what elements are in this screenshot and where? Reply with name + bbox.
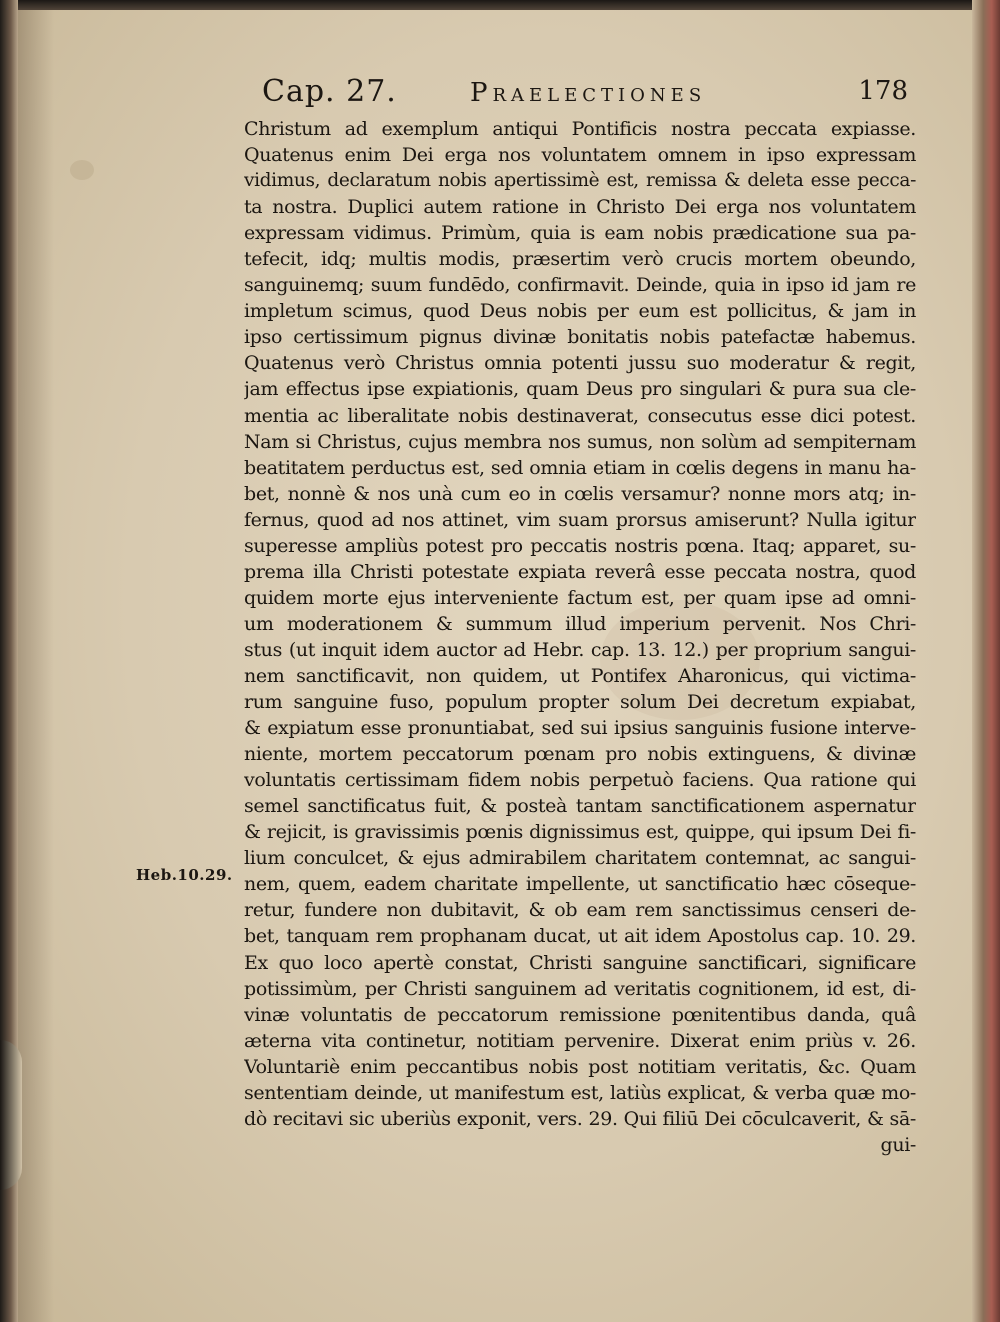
text-line: & expiatum esse pronuntiabat, sed sui ipsius sanguinis fusione interve- [244, 717, 916, 740]
text-line: Quatenus enim Dei erga nos voluntatem omnem in ipso expressam [244, 144, 916, 167]
chapter-label: Cap. 27. [262, 74, 397, 109]
text-line: & rejicit, is gravissimis pœnis dignissimus est, quippe, qui ipsum Dei fi- [244, 821, 916, 844]
text-line: Christum ad exemplum antiqui Pontificis nostra peccata expiasse. [244, 118, 916, 140]
running-head [262, 74, 908, 114]
text-line: voluntatis certissimam fidem nobis perpetuò faciens. Qua ratione qui [244, 769, 916, 792]
text-line: stus (ut inquit idem auctor ad Hebr. cap. 13. 12.) per proprium sangui- [244, 638, 916, 661]
text-line: Voluntariè enim peccantibus nobis post notitiam veritatis, &c. Quam [244, 1055, 916, 1078]
text-line: tefecit, idq; multis modis, præsertim verò crucis mortem obeundo, [244, 248, 916, 271]
text-line: bet, tanquam rem prophanam ducat, ut ait idem Apostolus cap. 10. 29. [244, 925, 916, 948]
text-line: nem, quem, eadem charitate impellente, ut sanctificatio hæc cōseque- [244, 873, 916, 896]
book-title-header: Praelectiones [470, 78, 707, 108]
text-line: ipso certissimum pignus divinæ bonitatis nobis patefactæ habemus. [244, 326, 916, 349]
text-line: vidimus, declaratum nobis apertissimè est, remissa & deleta esse pecca- [244, 170, 916, 192]
text-line: mentia ac liberalitate nobis destinaverat, consecutus esse dici potest. [244, 404, 916, 427]
main-text-block [244, 116, 916, 1158]
text-line: nem sanctificavit, non quidem, ut Pontifex Aharonicus, qui victima- [244, 664, 916, 687]
text-line: rum sanguine fuso, populum propter solum Dei decretum expiabat, [244, 691, 916, 714]
text-line: Nam si Christus, cujus membra nos sumus, non solùm ad sempiternam [244, 430, 916, 453]
text-line: sanguinemq; suum fundēdo, confirmavit. Deinde, quia in ipso id jam re [244, 274, 916, 297]
text-line: potissimùm, per Christi sanguinem ad veritatis cognitionem, id est, di- [244, 977, 916, 1000]
text-line: prema illa Christi potestate expiata reverâ esse peccata nostra, quod [244, 560, 916, 583]
text-line: dò recitavi sic uberiùs exponit, vers. 29. Qui filiū Dei cōculcaverit, & sā- [244, 1107, 916, 1130]
text-line: Quatenus verò Christus omnia potenti jussu suo moderatur & regit, [244, 352, 916, 375]
page-right-edge [972, 0, 1000, 1322]
binding-clasp-mark [0, 1040, 22, 1190]
catchword: gui- [880, 1133, 916, 1156]
text-line: Ex quo loco apertè constat, Christi sanguine sanctificari, significare [244, 951, 916, 974]
text-line: sententiam deinde, ut manifestum est, latiùs explicat, & verba quæ mo- [244, 1081, 916, 1104]
paper-stain [70, 160, 94, 180]
text-line: beatitatem perductus est, sed omnia etiam in cœlis degens in manu ha- [244, 456, 916, 479]
text-line: retur, fundere non dubitavit, & ob eam rem sanctissimus censeri de- [244, 899, 916, 922]
text-line: fernus, quod ad nos attinet, vim suam prorsus amiserunt? Nulla igitur [244, 508, 916, 531]
text-line: superesse ampliùs potest pro peccatis nostris pœna. Itaq; apparet, su- [244, 534, 916, 557]
text-line: lium conculcet, & ejus admirabilem charitatem contemnat, ac sangui- [244, 847, 916, 870]
page-number: 178 [858, 76, 908, 106]
text-line: um moderationem & summum illud imperium pervenit. Nos Chri- [244, 612, 916, 635]
text-line: vinæ voluntatis de peccatorum remissione pœnitentibus danda, quâ [244, 1003, 916, 1026]
text-line: bet, nonnè & nos unà cum eo in cœlis versamur? nonne mors atq; in- [244, 482, 916, 505]
text-line: semel sanctificatus fuit, & posteà tantam sanctificationem aspernatur [244, 795, 916, 818]
text-line: æterna vita continetur, notitiam pervenire. Dixerat enim priùs v. 26. [244, 1029, 916, 1052]
text-line: ta nostra. Duplici autem ratione in Christo Dei erga nos voluntatem [244, 196, 916, 219]
text-line: expressam vidimus. Primùm, quia is eam nobis prædicatione sua pa- [244, 222, 916, 245]
margin-reference-note: Heb.10.29. [136, 866, 233, 884]
text-line: jam effectus ipse expiationis, quam Deus pro singulari & pura sua cle- [244, 378, 916, 401]
text-line: niente, mortem peccatorum pœnam pro nobis extinguens, & divinæ [244, 743, 916, 766]
text-line: quidem morte ejus interveniente factum est, per quam ipse ad omni- [244, 586, 916, 609]
text-line: impletum scimus, quod Deus nobis per eum est pollicitus, & jam in [244, 300, 916, 323]
